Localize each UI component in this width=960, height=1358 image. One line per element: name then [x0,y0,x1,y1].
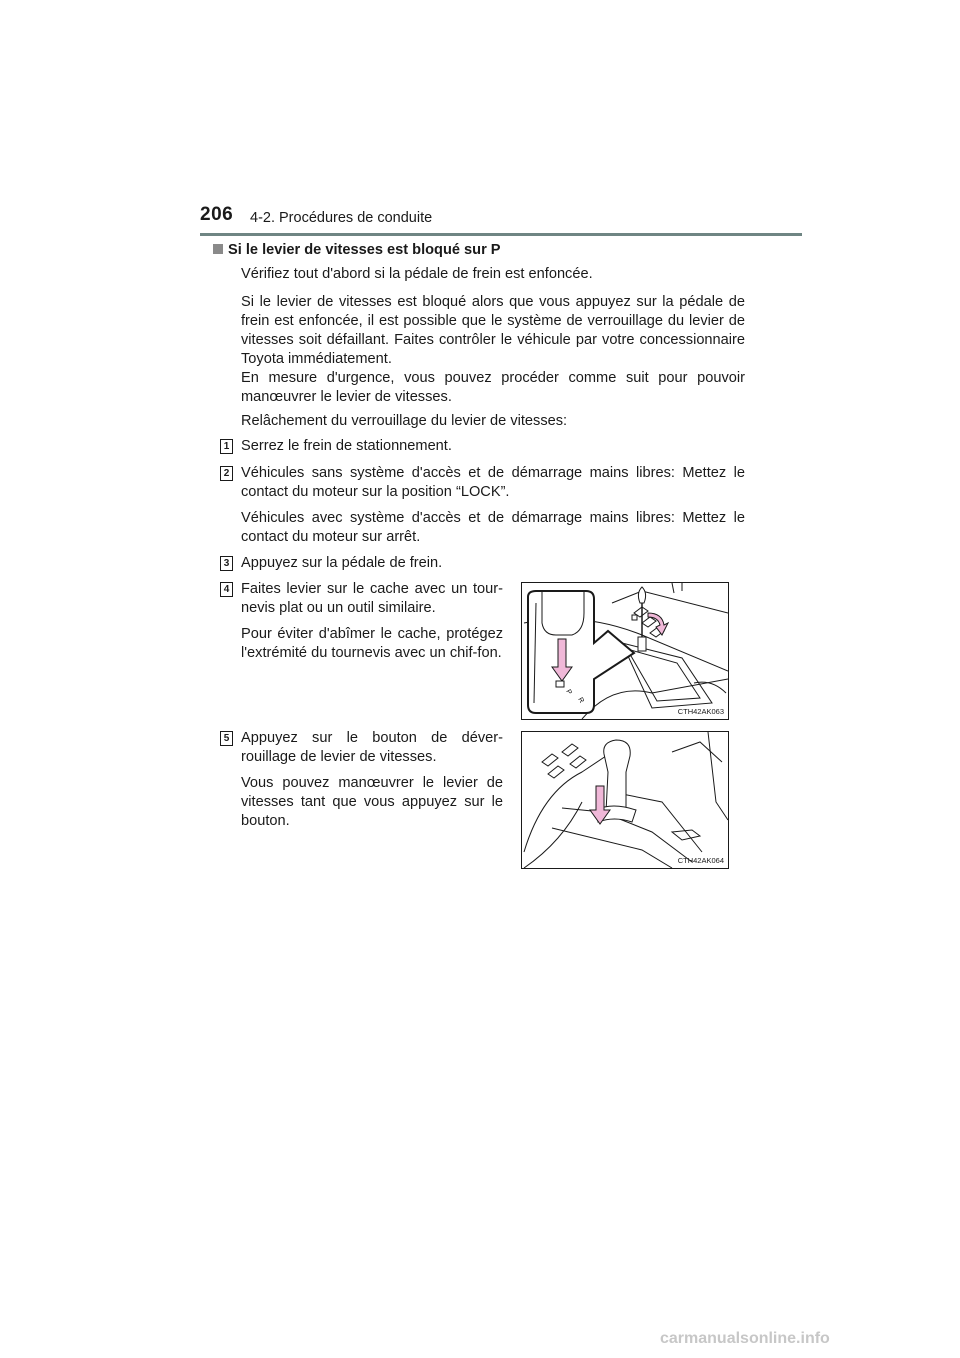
step-4-note: Pour éviter d'abîmer le cache, protégez l'extrémité du tournevis avec un chif-fon. [241,626,503,661]
step-1-text: Serrez le frein de stationnement. [241,438,452,454]
figure-code: CTH42AK063 [677,707,724,716]
gear-label-r: R [576,696,585,705]
step-number-5: 5 [220,731,233,746]
step-number-1: 1 [220,439,233,454]
step-3-text: Appuyez sur la pédale de frein. [241,555,443,571]
page-header [0,0,960,240]
step-5-text: Appuyez sur le bouton de déver-rouillage de levier de vitesses. [241,730,503,765]
paragraph-malfunction: Si le levier de vitesses est bloqué alors que vous appuyez sur la pédale de frein est enfoncée, il est possible que le système de verrouillage du levier de vitesses soit défaillant. Faites contrôler le véhicule par votre concessionnaire Toyota immédiatement. [241,294,745,367]
step-number-2: 2 [220,466,233,481]
section-title: 4-2. Procédures de conduite [250,210,433,226]
screwdriver-icon [638,587,646,651]
step-5-note: Vous pouvez manœuvrer le levier de vitesses tant que vous appuyez sur le bouton. [241,775,503,829]
gear-label-p: P [564,688,573,697]
step-4-text: Faites levier sur le cache avec un tour-nevis plat ou un outil similaire. [241,581,503,616]
page-number: 206 [200,204,234,225]
paragraph-emergency: En mesure d'urgence, vous pouvez procéder comme suit pour pouvoir manœuvrer le levier de vitesses. [241,370,745,405]
paragraph-check-brake: Vérifiez tout d'abord si la pédale de frein est enfoncée. [241,266,593,282]
step-2-text: Véhicules sans système d'accès et de démarrage mains libres: Mettez le contact du moteur sur la position “LOCK”. [241,465,745,500]
shift-lever-illustration [522,732,728,868]
step-number-3: 3 [220,556,233,571]
figure-release-button [521,731,729,869]
paragraph-release-intro: Relâchement du verrouillage du levier de vitesses: [241,413,568,429]
zoom-inset [528,591,634,713]
figure-code: CTH42AK064 [677,856,724,865]
watermark: carmanualsonline.info [660,1330,830,1347]
step-2-note: Véhicules avec système d'accès et de démarrage mains libres: Mettez le contact du moteur sur arrêt. [241,510,745,545]
shift-lever-cover-illustration [522,583,728,719]
header-rule [200,233,802,236]
step-number-4: 4 [220,582,233,597]
section-heading [213,241,501,260]
heading-square-icon [213,244,223,254]
heading-text: Si le levier de vitesses est bloqué sur P [228,242,501,258]
figure-pry-cover [521,582,729,720]
